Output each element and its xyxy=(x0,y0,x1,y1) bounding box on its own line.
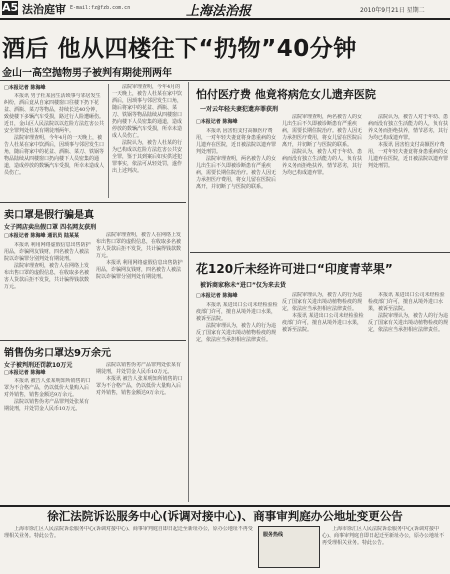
paragraph: 本报讯 因害怕支付高额医疗费用，一对年轻夫妻竟将身患重病的女儿遗弃在医院，近日被法院以遗弃罪判处刑罚。 xyxy=(196,128,277,155)
story3-body-col1 xyxy=(4,378,92,500)
story3-byline: □本报记者 陈海峰 xyxy=(4,370,46,376)
notice-body xyxy=(4,526,254,570)
story1-body-col1 xyxy=(4,93,104,197)
paragraph: 上海市徐汇区人民法院诉讼服务中心(诉调对接中心)、商事审判庭自即日起迁至新址办公，原办公地址不再受理相关业务。特此公告。 xyxy=(4,526,253,539)
story5-headline: 花120斤未经许可进口“印度青苹果” xyxy=(196,262,393,276)
story5-body-col1 xyxy=(196,302,278,500)
notice-body-col2 xyxy=(322,526,446,570)
paragraph: 本报讯 利用网络虚假信息出售防护用品，诈骗网友钱财，四名被告人被法院以诈骗罪分别判处有期徒刑。 xyxy=(4,242,91,262)
story3-subhead: 女子被判刑还罚款10万元 xyxy=(4,362,73,369)
paragraph: 法院审理认为，被告人的行为违反了国家有关进出境动植物检疫的规定，依法应当承担相应法律责任。 xyxy=(196,323,277,343)
paragraph: 法院审理查明，被告人在网络上发布出售口罩的虚假信息，在收取多名被害人货款后拒不发货，共计骗得钱款数万元。 xyxy=(96,232,182,259)
story4-body-col3 xyxy=(368,114,448,248)
paragraph: 法院审理查明，被告人在网络上发布出售口罩的虚假信息，在收取多名被害人货款后拒不发货，共计骗得钱款数万元。 xyxy=(4,263,90,290)
story5-subhead: 被诉商家称未“进口”仅为来去货 xyxy=(200,282,286,289)
paragraph: 法院认为，被告人杜某的行为已构成以危险方法危害公共安全罪，鉴于其到案后如实供述犯罪事实，依法可从轻处罚，遂作出上述判决。 xyxy=(112,140,183,174)
paragraph: 法院以销售伪劣产品罪判处张某有期徒刑，并处罚金人民币10万元。 xyxy=(96,362,182,375)
story2-body-col1 xyxy=(4,242,92,334)
story4-body-col2 xyxy=(282,114,364,248)
divider xyxy=(0,80,450,81)
paragraph: 上海市徐汇区人民法院诉讼服务中心(诉调对接中心)、商事审判庭自即日起迁至新址办公，原办公地址不再受理相关业务。特此公告。 xyxy=(322,526,444,546)
paragraph: 法院审理查明，两名被告人的女儿出生后不久即被诊断患有严重疾病，需要长期住院治疗。被告人因无力承担医疗费用，将女儿留在医院后离开，并切断了与医院的联系。 xyxy=(196,156,277,190)
divider xyxy=(190,252,450,253)
paragraph: 本报讯 某进出口公司未经检验检疫部门许可，擅自从境外进口水果，被诉至法院。 xyxy=(282,313,364,333)
story5-body-col3 xyxy=(368,292,448,500)
hotline-label: 服务热线 xyxy=(263,532,284,538)
paragraph: 法院审理查明，今年4月的一天晚上，被告人杜某在家中饮酒后，因琐事与邻居发生口角，随后将家中的花盆、酒瓶、菜刀、铁锅等物品陆续从四楼窗口扔向楼下人员密集的通道，造成停放的数辆汽车受损，所幸未造成人员伤亡。 xyxy=(4,135,104,176)
paragraph: 本报讯 某进出口公司未经检验检疫部门许可，擅自从境外进口水果，被诉至法院。 xyxy=(368,292,445,312)
divider xyxy=(0,202,186,203)
issue-date: 2010年9月21日 星期二 xyxy=(360,7,425,14)
story1-body-col2 xyxy=(112,84,184,198)
paragraph: 法院审理查明，两名被告人的女儿出生后不久即被诊断患有严重疾病，需要长期住院治疗。被告人因无力承担医疗费用，将女儿留在医院后离开，并切断了与医院的联系。 xyxy=(282,114,363,148)
paragraph: 法院以销售伪劣产品罪判处张某有期徒刑，并处罚金人民币10万元。 xyxy=(4,399,90,412)
page-number: A5 xyxy=(2,1,19,14)
story1-subhead: 金山一高空抛物男子被判有期徒刑两年 xyxy=(2,68,172,79)
paragraph: 本报讯 因害怕支付高额医疗费用，一对年轻夫妻竟将身患重病的女儿遗弃在医院，近日被法院以遗弃罪判处刑罚。 xyxy=(368,142,448,169)
story2-body-col2 xyxy=(96,232,184,334)
paragraph: 本报讯 被告人张某明知所销售的口罩为不合格产品，仍以低价大量购入后对外销售，销售金额达9万余元。 xyxy=(4,378,91,398)
divider xyxy=(0,340,186,341)
paragraph: 法院认为，被告人对于年幼、患病而没有独立生活能力的人，负有扶养义务而拒绝扶养，情节恶劣，其行为均已构成遗弃罪。 xyxy=(282,149,363,176)
story3-headline: 销售伪劣口罩达9万余元 xyxy=(4,348,111,359)
story5-body-col2 xyxy=(282,292,364,500)
story2-byline: □本报记者 陈海峰 通讯员 陆某某 xyxy=(4,233,79,239)
story2-subhead: 女子网店卖出假口罩 四名网友获刑 xyxy=(4,224,97,231)
newspaper-logo: 上海法治报 xyxy=(186,4,252,19)
notice-contact-box xyxy=(258,526,320,568)
column-rule xyxy=(108,84,109,198)
masthead-email: E-mail:fz@fzb.com.cn xyxy=(70,5,131,11)
story4-subhead: 一对云年轻夫妻犯遗弃罪获刑 xyxy=(200,106,279,113)
paragraph: 本报讯 男子杜某因生活琐事与邻居发生纠纷，酒后竟从自家四楼窗口往楼下扔下花盆、酒瓶、菜刀等物品，持续长达40分钟，致使楼下多辆汽车受损，路过行人险遭砸伤。近日，金山区人民法院以以危险方法危害公共安全罪判处杜某有期徒刑两年。 xyxy=(4,93,104,134)
story4-byline: □本报记者 陈海峰 xyxy=(196,119,238,125)
story5-byline: □本报记者 陈海峰 xyxy=(196,293,238,299)
paragraph: 法院审理查明，今年4月的一天晚上，被告人杜某在家中饮酒后，因琐事与邻居发生口角，随后将家中的花盆、酒瓶、菜刀、铁锅等物品陆续从四楼窗口扔向楼下人员密集的通道，造成停放的数辆汽车受损，所幸未造成人员伤亡。 xyxy=(112,84,183,139)
column-rule xyxy=(188,82,189,502)
paragraph: 本报讯 某进出口公司未经检验检疫部门许可，擅自从境外进口水果，被诉至法院。 xyxy=(196,302,278,322)
story1-byline: □本报记者 陈海峰 xyxy=(4,85,46,91)
story1-headline: 酒后 他从四楼往下“扔物”40分钟 xyxy=(2,36,357,62)
story3-body-col2 xyxy=(96,362,184,500)
paragraph: 本报讯 被告人张某明知所销售的口罩为不合格产品，仍以低价大量购入后对外销售，销售金额达9万余元。 xyxy=(96,376,183,396)
story4-body-col1 xyxy=(196,128,278,248)
story2-headline: 卖口罩是假行骗是真 xyxy=(4,210,94,221)
paragraph: 本报讯 利用网络虚假信息出售防护用品，诈骗网友钱财，四名被告人被法院以诈骗罪分别判处有期徒刑。 xyxy=(96,260,183,280)
paragraph: 法院认为，被告人对于年幼、患病而没有独立生活能力的人，负有扶养义务而拒绝扶养，情节恶劣，其行为均已构成遗弃罪。 xyxy=(368,114,448,141)
paragraph: 法院审理认为，被告人的行为违反了国家有关进出境动植物检疫的规定，依法应当承担相应法律责任。 xyxy=(282,292,363,312)
story4-headline: 怕付医疗费 他竟将病危女儿遗弃医院 xyxy=(196,88,376,101)
notice-title: 徐汇法院诉讼服务中心(诉调对接中心)、商事审判庭办公地址变更公告 xyxy=(47,509,403,523)
paragraph: 法院审理认为，被告人的行为违反了国家有关进出境动植物检疫的规定，依法应当承担相应法律责任。 xyxy=(368,313,448,333)
section-title: 法治庭审 xyxy=(22,3,66,16)
